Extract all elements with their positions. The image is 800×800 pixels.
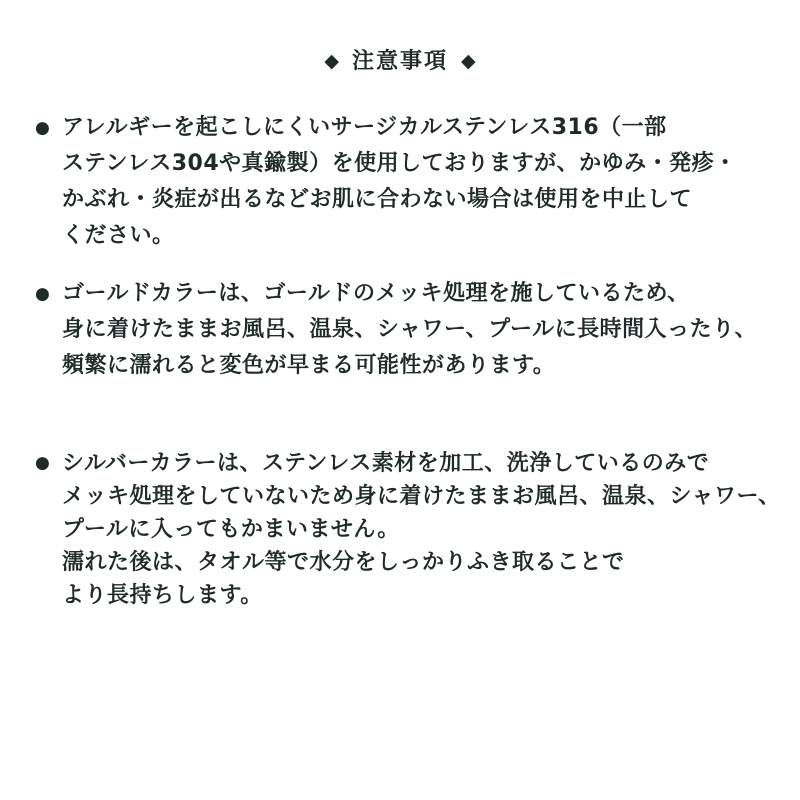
bullet-icon: ● [35,118,50,138]
note-line: 身に着けたままお風呂、温泉、シャワー、プールに長時間入ったり、 [62,317,758,342]
note-text-gold [62,276,770,384]
note-text-allergy [62,110,770,254]
note-line: ください。 [62,223,175,248]
bullet-icon: ● [35,453,50,473]
note-line: シルバーカラーは、ステンレス素材を加工、洗浄しているのみで [62,451,710,476]
note-line: 頻繁に濡れると変色が早まる可能性があります。 [62,353,556,378]
note-line: プールに入ってもかまいません。 [62,517,400,542]
note-line: より長持ちします。 [62,583,263,608]
bullet-icon: ● [35,284,50,304]
notes-list [0,110,800,612]
page-title-text: 注意事項 [351,49,448,74]
note-line: メッキ処理をしていないため身に着けたままお風呂、温泉、シャワー、 [62,484,781,509]
note-line: かぶれ・炎症が出るなどお肌に合わない場合は使用を中止して [62,187,693,212]
note-line: ゴールドカラーは、ゴールドのメッキ処理を施しているため、 [62,281,690,306]
note-item-material-allergy [35,110,770,254]
diamond-right-icon: ◆ [461,50,476,72]
note-item-silver-color [35,447,781,612]
diamond-left-icon: ◆ [324,50,339,72]
note-text-silver [62,447,781,612]
note-line: 濡れた後は、タオル等で水分をしっかりふき取ることで [62,550,625,575]
note-item-gold-color [35,276,770,384]
note-line: ステンレス304や真鍮製）を使用しておりますが、かゆみ・発疹・ [62,151,737,176]
page-title [0,0,800,74]
note-line: アレルギーを起こしにくいサージカルステンレス316（一部 [62,115,667,140]
